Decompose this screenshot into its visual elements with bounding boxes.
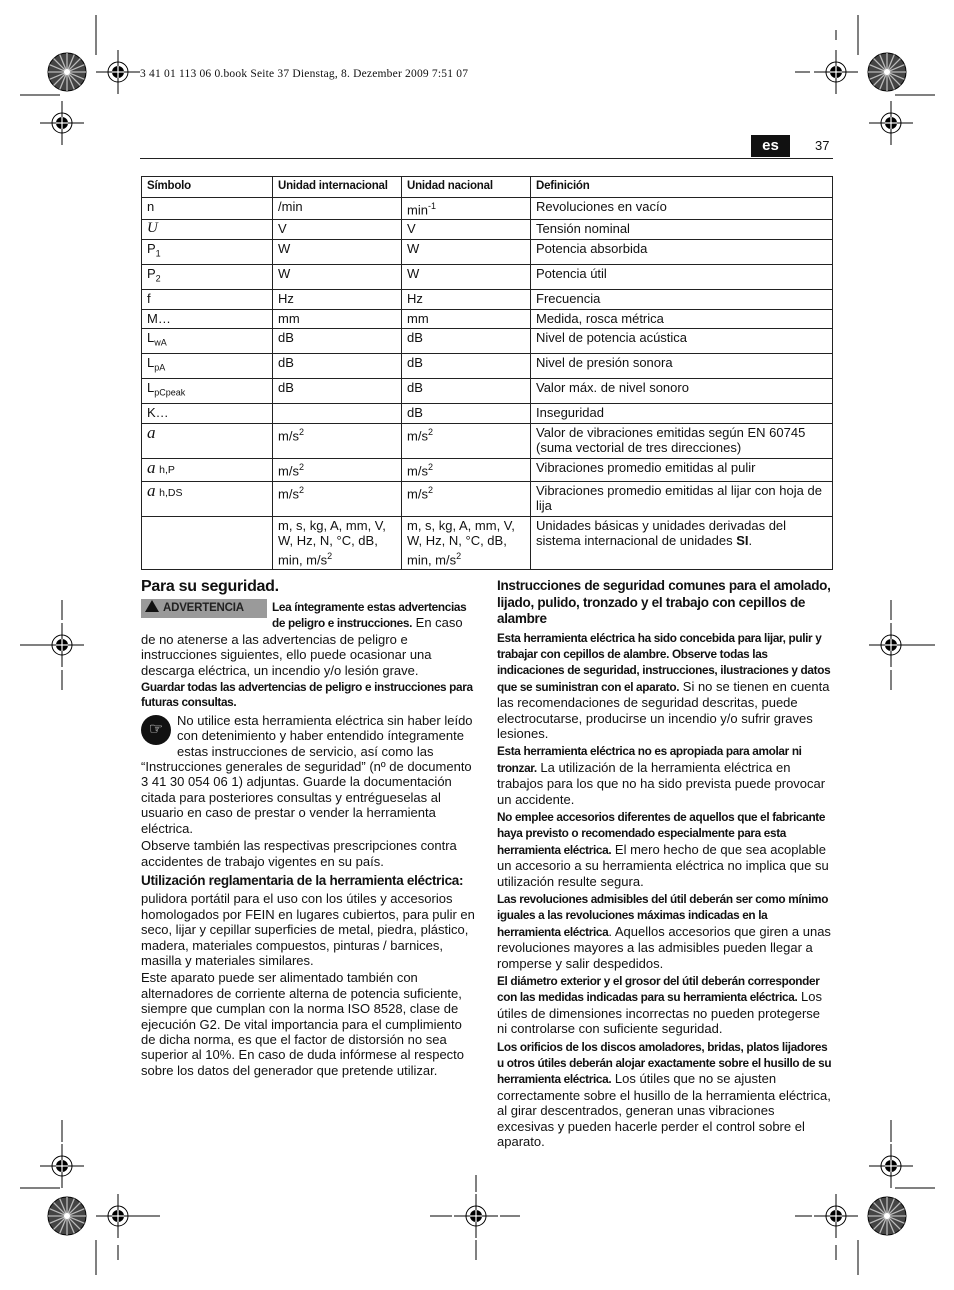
symbol-cell: $P_1$ — [142, 239, 273, 264]
definition-cell: Inseguridad — [531, 404, 833, 424]
col-header: Unidad nacional — [402, 177, 531, 198]
national-unit-cell: $m/s^2$ — [402, 458, 531, 481]
intl-unit-cell: dB — [273, 379, 402, 404]
table-row — [142, 329, 833, 354]
page-number: 37 — [815, 138, 830, 153]
symbol-cell: a h,DS — [142, 481, 273, 516]
table-row — [142, 354, 833, 379]
national-unit-cell: dB — [402, 404, 531, 424]
intl-unit-cell: $m/s^2$ — [273, 423, 402, 458]
national-unit-cell: m, s, kg, A, mm, V, W, Hz, N, °C, dB, min, $m/s^2$ — [402, 516, 531, 570]
definition-cell: Vibraciones promedio emitidas al lijar con hoja de lija — [531, 481, 833, 516]
safety-paragraph: Los orificios de los discos amoladores, bridas, platos lijadores u otros útiles deberán alojar exactamente sobre el husillo de su herramienta eléctrica. Los útiles que no se ajusten correctamente sobre el husillo de la herramienta eléctrica, al girar descentrados, generan unas vibraciones excesivas y pueden hacerle perder el control sobre el aparato. — [497, 1039, 832, 1150]
intl-unit-cell — [273, 404, 402, 424]
generator-paragraph: Este aparato puede ser alimentado también con alternadores de corriente alterna de potencia suficiente, siempre que cumplan con la norma ISO 8528, clase de ejecución G2. De vital importancia para el cumplimiento de dicha norma, es que el factor de distorsión no sea superior al 10%. En caso de duda infórmese al respecto sobre los datos del generador que pretende utilizar. — [141, 970, 465, 1078]
intl-unit-cell: W — [273, 264, 402, 289]
definition-cell: Potencia útil — [531, 264, 833, 289]
intl-unit-cell: dB — [273, 329, 402, 354]
table-header-row — [142, 177, 833, 198]
warning-triangle-icon — [145, 600, 159, 612]
table-row — [142, 458, 833, 481]
intl-unit-cell: dB — [273, 354, 402, 379]
use-heading: Utilización reglamentaria de la herramienta eléctrica: — [141, 872, 464, 888]
table-row — [142, 404, 833, 424]
language-badge: es — [751, 135, 790, 157]
national-unit-cell: $m/s^2$ — [402, 423, 531, 458]
right-column — [497, 578, 833, 1152]
col-header: Unidad internacional — [273, 177, 402, 198]
intl-unit-cell: $m/s^2$ — [273, 458, 402, 481]
safety-paragraph: Esta herramienta eléctrica no es apropiada para amolar ni tronzar. La utilización de la herramienta eléctrica en trabajos para los que no ha sido prevista puede provocar un accidente. — [497, 744, 826, 807]
definition-cell: Nivel de potencia acústica — [531, 329, 833, 354]
symbol-cell: $L_{wA}$ — [142, 329, 273, 354]
symbol-cell: $P_2$ — [142, 264, 273, 289]
definition-cell: Unidades básicas y unidades derivadas del sistema internacional de unidades SI. — [531, 516, 833, 570]
safety-paragraph: El diámetro exterior y el grosor del útil deberán corresponder con las medidas indicadas para su herramienta eléctrica. Los útiles de dimensiones incorrectas no pueden protegerse ni controlarse con suficiente seguridad. — [497, 974, 822, 1037]
col-header: Definición — [531, 177, 833, 198]
table-row — [142, 379, 833, 404]
national-unit-cell: W — [402, 239, 531, 264]
national-unit-cell: V — [402, 220, 531, 240]
symbol-cell: a — [142, 423, 273, 458]
table-row — [142, 516, 833, 570]
symbol-cell: M… — [142, 309, 273, 329]
definition-cell: Frecuencia — [531, 290, 833, 310]
keep-instructions: Guardar todas las advertencias de peligro e instrucciones para futuras consultas. — [141, 680, 473, 710]
table-row — [142, 197, 833, 220]
symbol-cell: a h,P — [142, 458, 273, 481]
intl-unit-cell: W — [273, 239, 402, 264]
symbol-cell: $L_{pCpeak}$ — [142, 379, 273, 404]
symbol-cell — [142, 516, 273, 570]
national-unit-cell: dB — [402, 379, 531, 404]
col-header: Símbolo — [142, 177, 273, 198]
national-unit-cell: dB — [402, 354, 531, 379]
intl-unit-cell: m, s, kg, A, mm, V, W, Hz, N, °C, dB, min, $m/s^2$ — [273, 516, 402, 570]
table-row — [142, 481, 833, 516]
table-row — [142, 220, 833, 240]
national-unit-cell: W — [402, 264, 531, 289]
definition-cell: Nivel de presión sonora — [531, 354, 833, 379]
definition-cell: Tensión nominal — [531, 220, 833, 240]
symbol-cell: f — [142, 290, 273, 310]
table-row — [142, 309, 833, 329]
national-unit-cell: $m/s^2$ — [402, 481, 531, 516]
national-unit-cell: mm — [402, 309, 531, 329]
symbol-cell: U — [142, 220, 273, 240]
symbol-cell: n — [142, 197, 273, 220]
safety-paragraph: Esta herramienta eléctrica ha sido concebida para lijar, pulir y trabajar con cepillos de alambre. Observe todas las indicaciones de seguridad, instrucciones, ilustraciones y datos que se suministran con el aparato. Si no se tienen en cuenta las recomendaciones de seguridad descritas, puede electrocutarse, producirse un incendio y/o sufrir graves lesiones. — [497, 630, 831, 741]
header-rule — [140, 158, 833, 159]
intl-unit-cell: Hz — [273, 290, 402, 310]
table-row — [142, 290, 833, 310]
safety-heading: Instrucciones de seguridad comunes para el amolado, lijado, pulido, tronzado y el trabajo con cepillos de alambre — [497, 578, 831, 626]
print-info: 3 41 01 113 06 0.book Seite 37 Dienstag, 8. Dezember 2009 7:51 07 — [140, 68, 469, 80]
table-row — [142, 423, 833, 458]
left-column — [141, 577, 476, 1080]
intl-unit-cell: mm — [273, 309, 402, 329]
symbol-cell: $L_{pA}$ — [142, 354, 273, 379]
section-title: Para su seguridad. — [141, 578, 279, 595]
intl-unit-cell: $m/s^2$ — [273, 481, 402, 516]
safety-paragraph: No emplee accesorios diferentes de aquellos que el fabricante haya previsto o recomendado especialmente para esta herramienta eléctrica. El mero hecho de que sea acoplable un accesorio a su herramienta eléctrica no implica que su utilización resulte segura. — [497, 809, 829, 889]
national-unit-cell: dB — [402, 329, 531, 354]
definition-cell: Valor máx. de nivel sonoro — [531, 379, 833, 404]
definition-cell: Revoluciones en vacío — [531, 197, 833, 220]
safety-paragraph: Las revoluciones admisibles del útil deberán ser como mínimo iguales a las revoluciones máximas indicadas en la herramienta eléctrica. Aquellos accesorios que giren a unas revoluciones mayores a las admisibles pueden llegar a romperse y salir despedidos. — [497, 892, 831, 971]
warning-badge: ADVERTENCIA — [141, 599, 267, 618]
read-manual-icon: ☞ — [141, 715, 171, 745]
warning-paragraph: Lea íntegramente estas advertencias de peligro e instrucciones. En caso de no atenerse a las advertencias de peligro e instrucciones siguientes, ello puede ocasionar una descarga eléctrica, un incendio y/o lesión grave. — [141, 600, 467, 678]
intl-unit-cell: V — [273, 220, 402, 240]
manual-paragraph: ☞ No utilice esta herramienta eléctrica sin haber leído con detenimiento y haber entendido íntegramente estas instrucciones de servicio, así como las “Instrucciones generales de seguridad” (nº de documento 3 41 30 054 06 1) adjuntas. Guarde la documentación citada para posteriores consultas y entrégueselas al usuario en caso de prestar o vender la herramienta eléctrica. — [141, 712, 473, 836]
symbols-table — [141, 176, 833, 570]
national-unit-cell: Hz — [402, 290, 531, 310]
table-row — [142, 264, 833, 289]
observe-paragraph: Observe también las respectivas prescripciones contra accidentes de trabajo vigentes en su país. — [141, 838, 457, 869]
definition-cell: Medida, rosca métrica — [531, 309, 833, 329]
table-row — [142, 239, 833, 264]
definition-cell: Potencia absorbida — [531, 239, 833, 264]
symbol-cell: K… — [142, 404, 273, 424]
national-unit-cell: $\min^{-1}$ — [402, 197, 531, 220]
definition-cell: Vibraciones promedio emitidas al pulir — [531, 458, 833, 481]
use-paragraph: pulidora portátil para el uso con los útiles y accesorios homologados por FEIN en lugares cubiertos, para pulir en seco, lijar y cepillar superficies de metal, piedra, plástico, madera, materiales compuestos, pinturas / barnices, masilla y materiales similares. — [141, 891, 475, 969]
intl-unit-cell: /min — [273, 197, 402, 220]
definition-cell: Valor de vibraciones emitidas según EN 60745 (suma vectorial de tres direcciones) — [531, 423, 833, 458]
